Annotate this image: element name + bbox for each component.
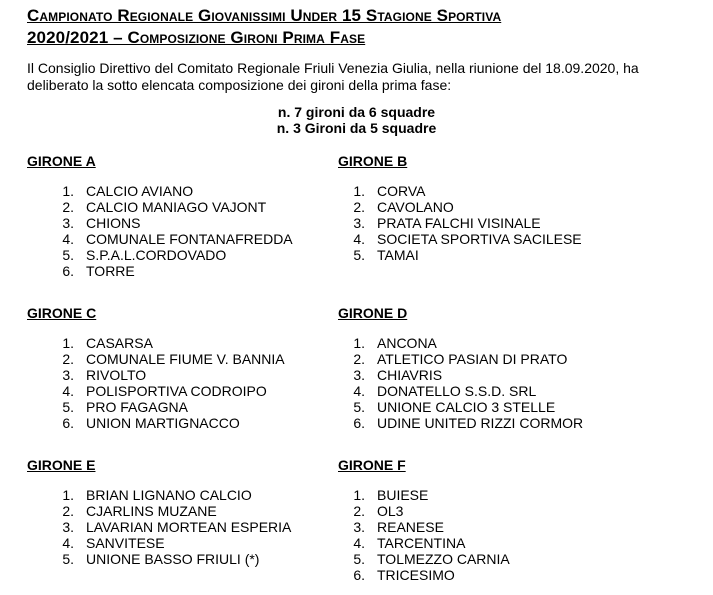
team-item: [338, 351, 668, 367]
team-name: UDINE UNITED RIZZI CORMOR: [377, 415, 584, 431]
team-number: 4.: [353, 383, 365, 399]
team-name: LAVARIAN MORTEAN ESPERIA: [86, 519, 292, 535]
team-number: 1.: [353, 487, 365, 503]
team-name: CHIONS: [86, 215, 141, 231]
team-number: 4.: [353, 535, 365, 551]
team-number: 6.: [62, 263, 74, 279]
team-name: SOCIETA SPORTIVA SACILESE: [377, 231, 582, 247]
team-name: SANVITESE: [86, 535, 165, 551]
team-number: 1.: [62, 487, 74, 503]
group-title: GIRONE E: [27, 457, 96, 473]
team-name: CASARSA: [86, 335, 153, 351]
team-item: [338, 367, 668, 383]
team-item: [338, 503, 668, 519]
team-name: POLISPORTIVA CODROIPO: [86, 383, 267, 399]
document-title: [27, 5, 707, 49]
team-number: 3.: [353, 215, 365, 231]
intro-paragraph: [27, 60, 697, 94]
team-item: [27, 183, 357, 199]
team-name: CJARLINS MUZANE: [86, 503, 217, 519]
team-number: 5.: [353, 551, 365, 567]
team-number: 4.: [353, 231, 365, 247]
group-a: [27, 153, 357, 279]
team-item: [338, 551, 668, 567]
team-item: [27, 335, 357, 351]
team-number: 5.: [62, 551, 74, 567]
team-name: UNIONE BASSO FRIULI (*): [86, 551, 260, 567]
group-title: GIRONE A: [27, 153, 96, 169]
intro-line-2: deliberato la sotto elencata composizione dei gironi della prima fase:: [27, 77, 452, 93]
team-item: [27, 519, 357, 535]
team-name: UNION MARTIGNACCO: [86, 415, 240, 431]
team-name: TARCENTINA: [377, 535, 466, 551]
intro-line-1: Il Consiglio Direttivo del Comitato Regionale Friuli Venezia Giulia, nella riunione del 18.09.2020, ha: [27, 60, 639, 76]
team-name: CAVOLANO: [377, 199, 454, 215]
team-name: CALCIO MANIAGO VAJONT: [86, 199, 267, 215]
team-item: [27, 231, 357, 247]
team-list: [27, 335, 357, 431]
team-item: [27, 263, 357, 279]
team-name: COMUNALE FIUME V. BANNIA: [86, 351, 285, 367]
team-name: DONATELLO S.S.D. SRL: [377, 383, 537, 399]
team-list: [338, 335, 668, 431]
summary-line-1: n. 7 gironi da 6 squadre: [277, 104, 436, 120]
team-item: [338, 231, 668, 247]
team-item: [27, 415, 357, 431]
team-number: 5.: [62, 247, 74, 263]
group-b: [338, 153, 668, 263]
team-item: [338, 535, 668, 551]
team-name: BRIAN LIGNANO CALCIO: [86, 487, 252, 503]
team-item: [27, 247, 357, 263]
team-number: 2.: [62, 351, 74, 367]
team-item: [27, 351, 357, 367]
team-number: 6.: [62, 415, 74, 431]
team-item: [338, 215, 668, 231]
team-item: [27, 551, 357, 567]
team-number: 3.: [62, 367, 74, 383]
team-name: OL3: [377, 503, 404, 519]
group-title: GIRONE C: [27, 305, 97, 321]
team-number: 1.: [353, 335, 365, 351]
team-name: CHIAVRIS: [377, 367, 443, 383]
team-item: [27, 367, 357, 383]
team-number: 1.: [62, 183, 74, 199]
team-number: 1.: [353, 183, 365, 199]
group-c: [27, 305, 357, 431]
team-list: [27, 183, 357, 279]
summary-line-2: n. 3 Gironi da 5 squadre: [276, 120, 437, 136]
team-list: [27, 487, 357, 567]
team-name: ANCONA: [377, 335, 437, 351]
team-item: [27, 487, 357, 503]
team-name: TORRE: [86, 263, 135, 279]
team-name: PRO FAGAGNA: [86, 399, 188, 415]
team-name: PRATA FALCHI VISINALE: [377, 215, 541, 231]
team-number: 5.: [353, 247, 365, 263]
team-item: [27, 399, 357, 415]
team-item: [338, 487, 668, 503]
team-name: TOLMEZZO CARNIA: [377, 551, 510, 567]
team-number: 2.: [353, 503, 365, 519]
team-number: 4.: [62, 231, 74, 247]
team-item: [27, 199, 357, 215]
team-item: [338, 247, 668, 263]
team-name: RIVOLTO: [86, 367, 147, 383]
team-number: 5.: [353, 399, 365, 415]
team-item: [338, 415, 668, 431]
group-d: [338, 305, 668, 431]
team-item: [338, 383, 668, 399]
team-item: [338, 567, 668, 583]
team-item: [338, 399, 668, 415]
group-e: [27, 457, 357, 567]
group-f: [338, 457, 668, 583]
team-number: 2.: [62, 503, 74, 519]
group-title: GIRONE B: [338, 153, 408, 169]
team-name: TRICESIMO: [377, 567, 455, 583]
team-number: 1.: [62, 335, 74, 351]
team-number: 3.: [353, 367, 365, 383]
team-number: 4.: [62, 535, 74, 551]
team-name: ATLETICO PASIAN DI PRATO: [377, 351, 568, 367]
team-number: 2.: [62, 199, 74, 215]
groups-summary: [0, 104, 713, 136]
team-number: 6.: [353, 567, 365, 583]
team-number: 3.: [62, 215, 74, 231]
document-title-line-1: Campionato Regionale Giovanissimi Under 15 Stagione Sportiva: [27, 6, 502, 25]
team-list: [338, 487, 668, 583]
team-item: [338, 519, 668, 535]
group-title: GIRONE F: [338, 457, 406, 473]
team-item: [27, 383, 357, 399]
team-number: 3.: [62, 519, 74, 535]
team-number: 4.: [62, 383, 74, 399]
document-title-line-2: 2020/2021 – Composizione Gironi Prima Fase: [27, 28, 366, 47]
team-name: CALCIO AVIANO: [86, 183, 194, 199]
team-item: [27, 503, 357, 519]
team-name: TAMAI: [377, 247, 419, 263]
team-name: BUIESE: [377, 487, 429, 503]
team-number: 3.: [353, 519, 365, 535]
group-title: GIRONE D: [338, 305, 408, 321]
team-number: 6.: [353, 415, 365, 431]
team-list: [338, 183, 668, 263]
team-name: S.P.A.L.CORDOVADO: [86, 247, 227, 263]
team-name: COMUNALE FONTANAFREDDA: [86, 231, 293, 247]
team-name: UNIONE CALCIO 3 STELLE: [377, 399, 556, 415]
team-name: REANESE: [377, 519, 444, 535]
team-number: 5.: [62, 399, 74, 415]
team-item: [27, 215, 357, 231]
team-item: [338, 183, 668, 199]
team-number: 2.: [353, 199, 365, 215]
team-item: [338, 199, 668, 215]
team-item: [27, 535, 357, 551]
team-number: 2.: [353, 351, 365, 367]
team-item: [338, 335, 668, 351]
team-name: CORVA: [377, 183, 426, 199]
